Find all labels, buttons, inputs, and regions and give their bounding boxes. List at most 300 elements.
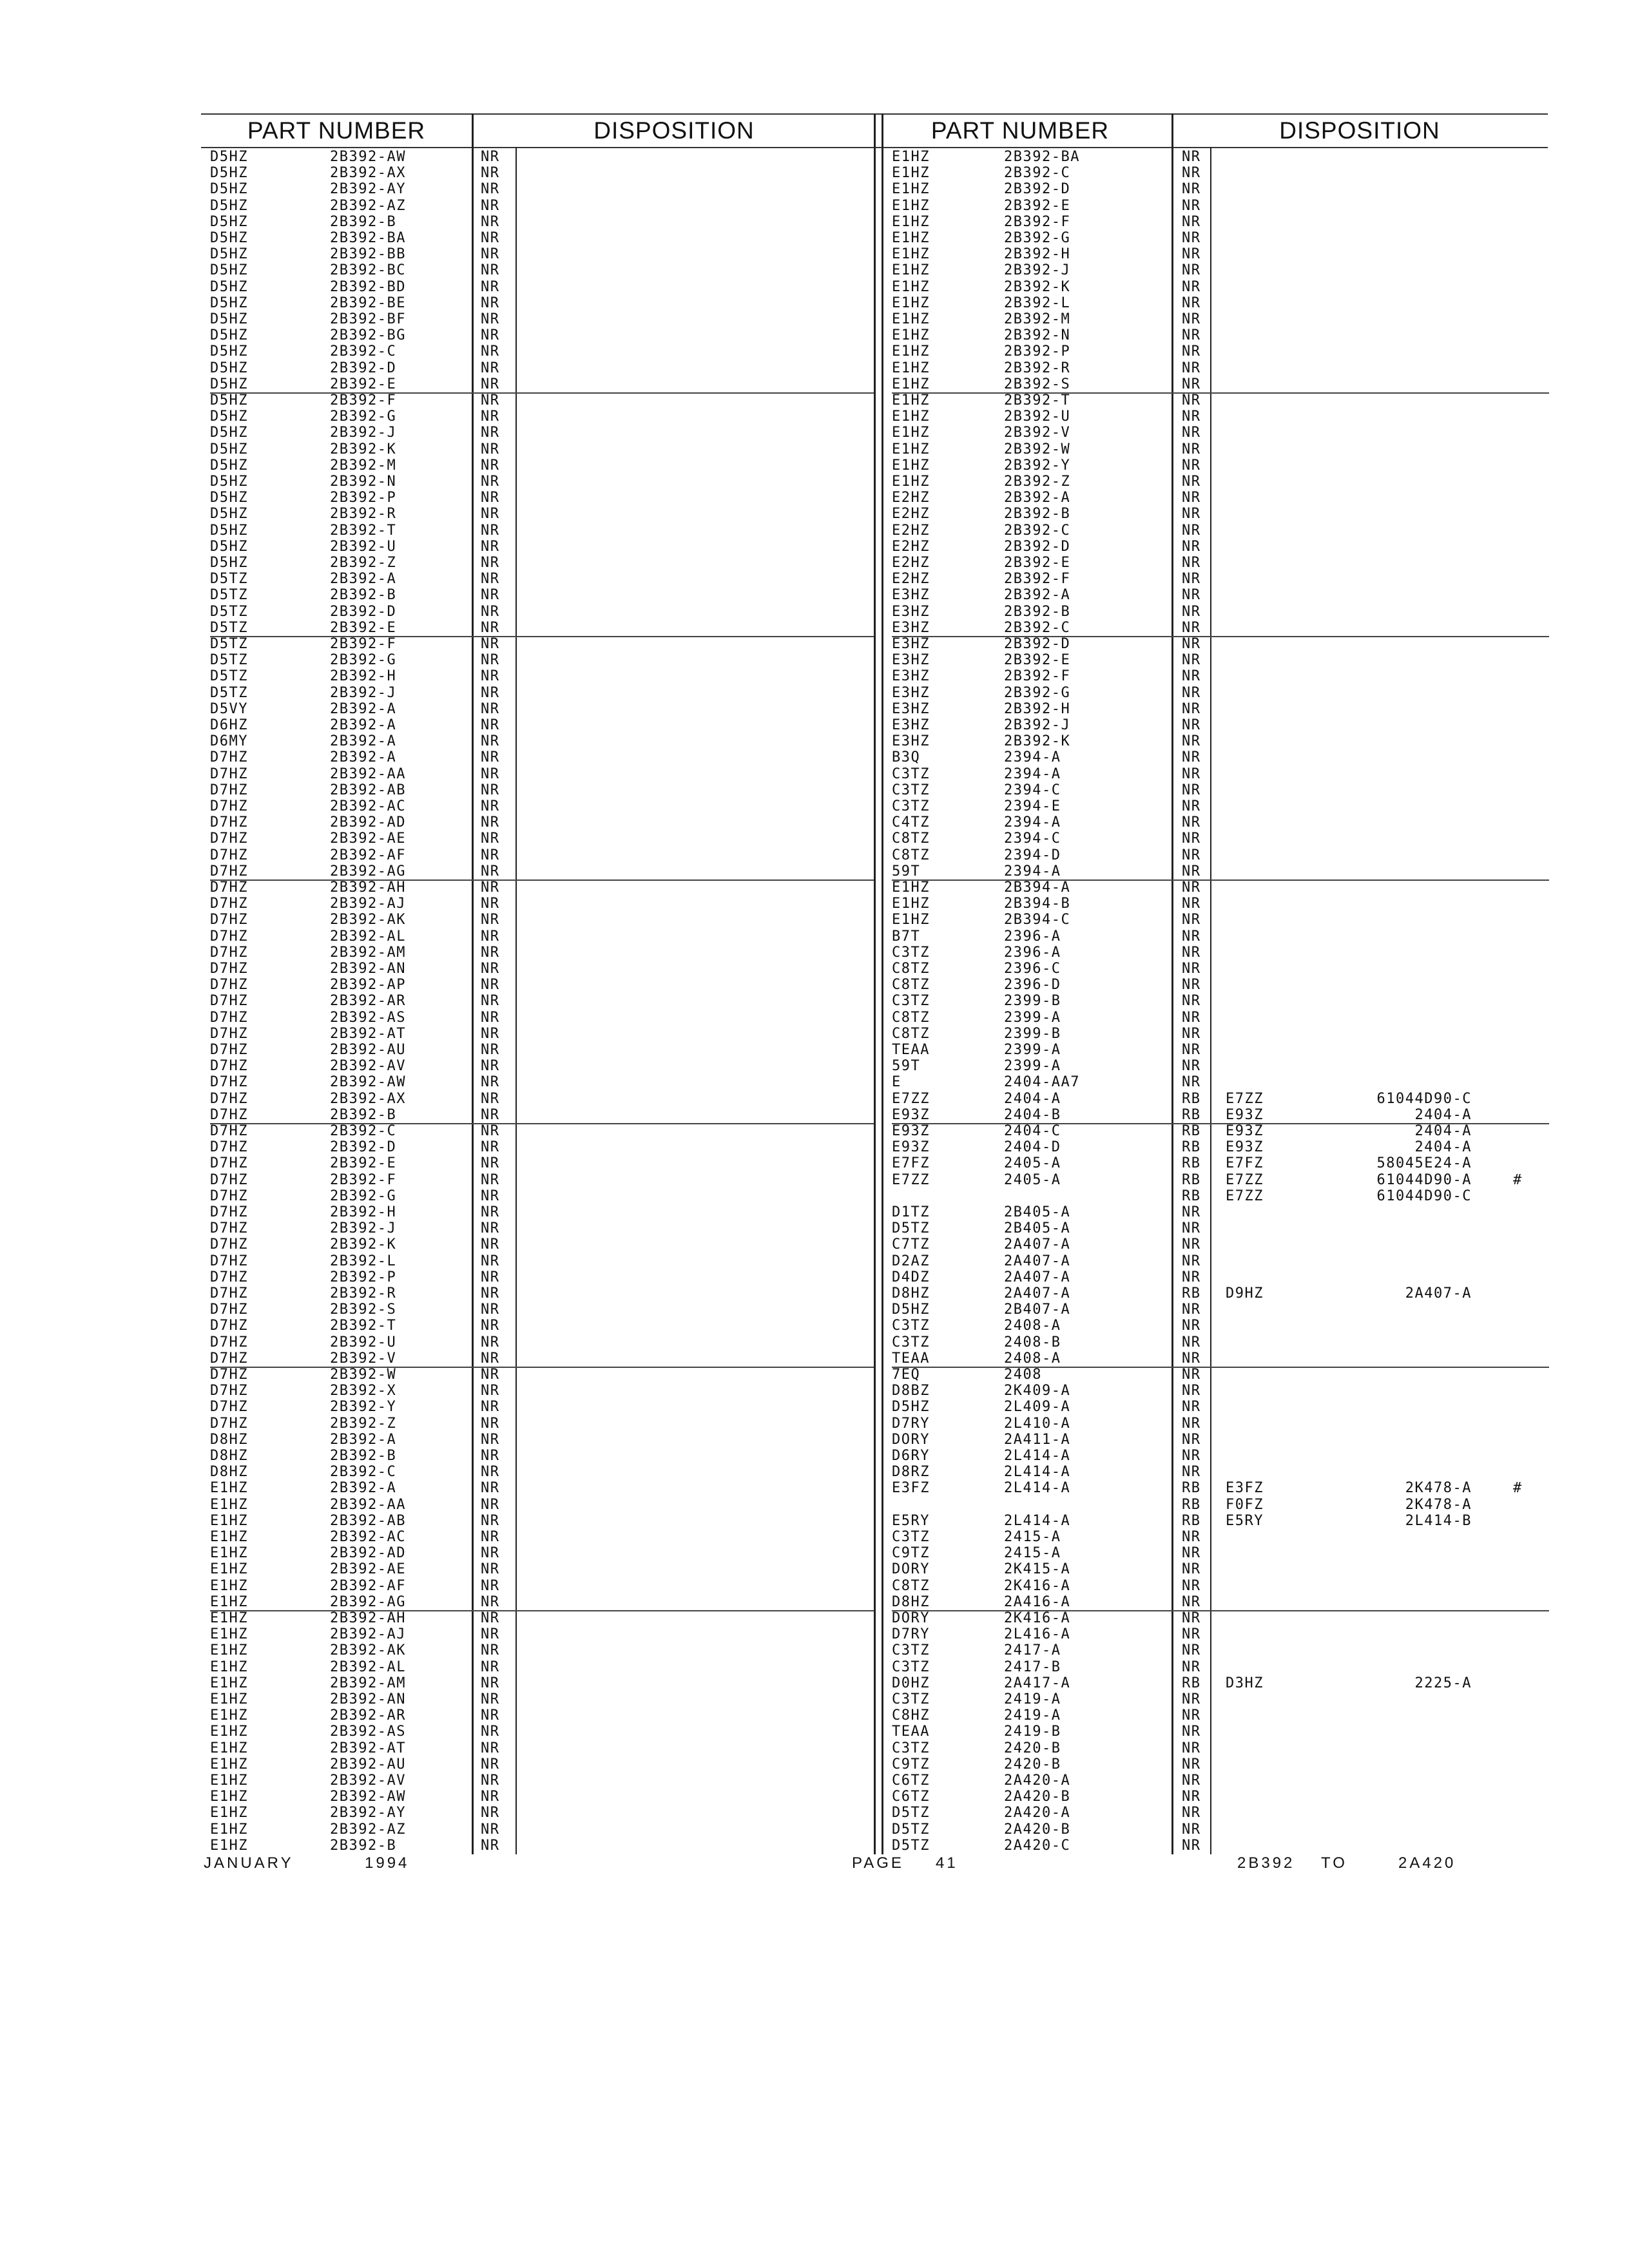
part-number: 2B392-AE [330,1561,406,1578]
disposition-code: NR [481,1496,500,1513]
part-number: 2B392-K [330,441,397,457]
parts-row [892,1350,1549,1367]
disposition-code: NR [481,765,500,782]
part-number: 2B392-L [330,1253,397,1269]
parts-row [892,1740,1549,1756]
disposition-code: NR [1182,262,1201,279]
part-number: 2419-A [1004,1707,1061,1724]
model-code: D7HZ [210,1139,248,1156]
part-number: 2408 [1004,1367,1042,1383]
model-code: E1HZ [892,912,930,928]
part-number: 2K416-A [1004,1577,1071,1594]
part-number: 2B392-E [330,376,397,392]
disposition-code: NR [481,603,500,620]
disposition-code: NR [481,1367,500,1383]
model-code: D7HZ [210,863,248,879]
part-number: 2B392-AC [330,798,406,814]
parts-row [210,668,867,684]
part-number: 2B392-AD [330,814,406,831]
parts-row [892,214,1549,230]
model-code: E93Z [892,1123,930,1139]
model-code: D7HZ [210,831,248,847]
model-code: E7ZZ [892,1090,930,1107]
model-code: D5HZ [210,538,248,555]
model-code: D6MY [210,733,248,750]
part-number: 2399-A [1004,1009,1061,1026]
model-code: E3HZ [892,733,930,750]
part-number: 2B392-K [1004,733,1071,750]
part-number: 2B392-Z [330,1415,397,1432]
disposition-code: NR [1182,798,1201,814]
disposition-code: NR [1182,1415,1201,1432]
part-number: 2415-A [1004,1545,1061,1562]
part-number: 2B392-AF [330,1577,406,1594]
disposition-code: NR [481,327,500,344]
part-number: 2B392-B [330,1106,397,1123]
part-number: 2B392-F [330,1171,397,1188]
part-number: 2B392-AU [330,1042,406,1058]
model-code: D7HZ [210,1025,248,1042]
part-number: 2B392-D [1004,636,1071,652]
parts-row [210,1659,867,1675]
disposition-code: NR [1182,457,1201,474]
part-number: 2B392-J [1004,717,1071,733]
part-number: 2B394-C [1004,912,1071,928]
model-code: E3HZ [892,700,930,717]
model-code: D5HZ [892,1399,930,1416]
model-code: E1HZ [210,1707,248,1724]
model-code: D7HZ [210,1367,248,1383]
parts-row [892,279,1549,295]
part-number: 2B392-C [330,1464,397,1481]
model-code: D7HZ [210,1123,248,1139]
model-code: E3HZ [892,668,930,685]
parts-row [892,620,1549,636]
disposition-code: NR [1182,506,1201,523]
parts-row [892,814,1549,831]
part-number: 2B392-H [1004,700,1071,717]
replacement-model: E93Z [1226,1139,1264,1156]
disposition-code: NR [1182,700,1201,717]
part-number: 2B392-AL [330,928,406,945]
disposition-code: NR [481,181,500,198]
disposition-code: RB [1182,1171,1201,1188]
model-code: E2HZ [892,538,930,555]
model-code: TEAA [892,1042,930,1058]
model-code: D5TZ [210,668,248,685]
model-code: E [892,1074,901,1091]
model-code: D5HZ [210,311,248,327]
disposition-code: NR [481,1789,500,1805]
parts-row [210,1724,867,1740]
disposition-code: RB [1182,1285,1201,1302]
model-code: D5HZ [210,360,248,376]
disposition-code: NR [481,474,500,490]
parts-row [210,733,867,749]
disposition-code: NR [1182,441,1201,457]
parts-row [210,425,867,441]
parts-row [892,246,1549,262]
model-code: D7HZ [210,1236,248,1253]
disposition-code: NR [481,587,500,604]
disposition-code: NR [1182,733,1201,750]
parts-row [210,977,867,993]
part-number: 2B392-AS [330,1724,406,1740]
model-code: D7HZ [210,1155,248,1172]
model-code: D7HZ [210,944,248,961]
parts-row [892,295,1549,311]
disposition-code: NR [481,944,500,961]
part-number: 2B392-AZ [330,197,406,214]
part-number: 2B392-Y [330,1399,397,1416]
disposition-code: NR [481,165,500,182]
parts-row [892,149,1549,165]
parts-row [210,1318,867,1334]
replacement-part: 2404-A [1414,1106,1472,1123]
disposition-code: RB [1182,1155,1201,1172]
disposition-code: NR [1182,408,1201,425]
part-number: 2B392-E [1004,197,1071,214]
disposition-code: NR [1182,928,1201,945]
part-number: 2B392-M [1004,311,1071,327]
parts-row [210,181,867,197]
model-code: E1HZ [892,181,930,198]
disposition-code: NR [1182,765,1201,782]
disposition-code: NR [1182,294,1201,311]
part-number: 2B392-C [1004,619,1071,636]
part-number: 2B392-AX [330,165,406,182]
part-number: 2B392-AN [330,1691,406,1707]
model-code: E1HZ [210,1593,248,1610]
part-number: 2B392-C [1004,522,1071,539]
disposition-code: NR [481,441,500,457]
parts-row [210,1058,867,1074]
parts-row [892,1334,1549,1350]
model-code: D0HZ [892,1675,930,1691]
disposition-code: NR [1182,197,1201,214]
part-number: 2B392-AE [330,831,406,847]
parts-row [210,1236,867,1253]
model-code: E3HZ [892,717,930,733]
model-code: E1HZ [892,197,930,214]
parts-row [892,1107,1549,1123]
disposition-code: NR [1182,863,1201,879]
part-number: 2B392-AK [330,912,406,928]
part-number: 2B392-H [330,668,397,685]
parts-row [210,1773,867,1789]
disposition-code: NR [481,1529,500,1545]
model-code: E1HZ [210,1577,248,1594]
model-code: E1HZ [892,376,930,392]
parts-row [892,1448,1549,1464]
model-code: D5HZ [210,165,248,182]
disposition-code: NR [481,1123,500,1139]
disposition-code: NR [481,1675,500,1691]
part-number: 2B392-L [1004,294,1071,311]
part-number: 2B392-P [330,490,397,506]
disposition-code: NR [481,278,500,295]
part-number: 2B394-A [1004,879,1071,896]
part-number: 2B392-AV [330,1058,406,1075]
model-code: E1HZ [892,879,930,896]
replacement-model: E5RY [1226,1512,1264,1529]
model-code: D8BZ [892,1383,930,1399]
disposition-code: NR [1182,246,1201,263]
disposition-code: NR [1182,1318,1201,1334]
model-code: D5HZ [210,262,248,279]
replacement-part: 61044D90-C [1376,1187,1472,1204]
model-code: D5HZ [210,181,248,198]
part-number: 2405-A [1004,1155,1061,1172]
parts-row [892,1399,1549,1415]
center-divider-b [882,113,883,1854]
disposition-code: NR [1182,944,1201,961]
disposition-code: NR [481,863,500,879]
model-code: D5HZ [210,457,248,474]
model-code: E3HZ [892,652,930,669]
model-code: D5HZ [210,425,248,441]
part-number: 2A407-A [1004,1236,1071,1253]
parts-row [210,961,867,977]
disposition-code: NR [1182,1253,1201,1269]
parts-row [892,1367,1549,1383]
parts-row [892,474,1549,490]
model-code: D7HZ [210,1090,248,1107]
replacement-model: E93Z [1226,1123,1264,1139]
parts-row [892,912,1549,928]
part-number: 2B392-G [1004,230,1071,246]
part-number: 2404-C [1004,1123,1061,1139]
part-number: 2B392-AJ [330,1626,406,1643]
parts-row [210,993,867,1009]
model-code: E1HZ [210,1658,248,1675]
parts-row [892,1724,1549,1740]
model-code: E1HZ [892,441,930,457]
model-code: E1HZ [892,278,930,295]
disposition-code: NR [481,1269,500,1285]
part-number: 2399-B [1004,993,1061,1010]
part-number: 2B392-E [330,1155,397,1172]
model-code: DORY [892,1561,930,1578]
model-code: D5HZ [210,506,248,523]
model-code: D7HZ [210,879,248,896]
part-number: 2B392-R [1004,360,1071,376]
part-number: 2B392-D [330,603,397,620]
disposition-code: NR [1182,1837,1201,1854]
parts-row [210,1545,867,1561]
part-number: 2B392-AW [330,1074,406,1091]
disposition-code: NR [1182,749,1201,766]
parts-row [892,1529,1549,1545]
parts-row [210,717,867,733]
disposition-code: NR [1182,376,1201,392]
part-number: 2B392-AR [330,1707,406,1724]
part-number: 2B392-BB [330,246,406,263]
disposition-code: NR [1182,847,1201,863]
disposition-code: NR [1182,392,1201,408]
disposition-code: NR [481,977,500,994]
parts-row [210,408,867,425]
disposition-code: NR [1182,1789,1201,1805]
disposition-code: NR [1182,1740,1201,1756]
disposition-code: NR [1182,1448,1201,1464]
parts-row [892,863,1549,879]
disposition-code: NR [481,376,500,392]
parts-row [892,392,1549,408]
model-code: C6TZ [892,1789,930,1805]
parts-row [892,1269,1549,1285]
parts-row [210,1675,867,1691]
disposition-code: NR [481,1236,500,1253]
replacement-model: E93Z [1226,1106,1264,1123]
disposition-code: NR [481,360,500,376]
parts-row [210,1091,867,1107]
disposition-code: NR [1182,831,1201,847]
parts-row [892,766,1549,782]
replacement-part: 2404-A [1414,1123,1472,1139]
part-number: 2L414-A [1004,1480,1071,1497]
parts-row [210,1789,867,1805]
disposition-code: NR [1182,1773,1201,1789]
part-number: 2B392-U [330,538,397,555]
parts-row [892,343,1549,360]
parts-row [892,1578,1549,1594]
part-number: 2A416-A [1004,1593,1071,1610]
parts-row [210,782,867,798]
parts-row [210,1513,867,1529]
parts-row [210,1172,867,1188]
model-code: D5HZ [892,1302,930,1318]
part-number: 2B392-D [330,360,397,376]
disposition-code: RB [1182,1512,1201,1529]
model-code: D5TZ [210,684,248,701]
part-number: 2B392-B [330,1837,397,1854]
parts-row [210,441,867,457]
parts-row [210,1367,867,1383]
model-code: D5HZ [210,278,248,295]
parts-row [210,295,867,311]
parts-row [892,1691,1549,1707]
parts-row [892,668,1549,684]
disposition-code: NR [1182,213,1201,230]
disposition-code: NR [1182,278,1201,295]
model-code: E1HZ [892,408,930,425]
part-number: 2B392-AG [330,863,406,879]
parts-row [892,490,1549,506]
part-number: 2B392-W [330,1367,397,1383]
model-code: C3TZ [892,1691,930,1707]
parts-row [892,636,1549,652]
parts-row [892,327,1549,343]
model-code: D7HZ [210,1350,248,1367]
model-code: D5HZ [210,376,248,392]
disposition-code: NR [481,538,500,555]
disposition-code: NR [481,1106,500,1123]
part-number: 2B392-F [1004,668,1071,685]
model-code: C3TZ [892,944,930,961]
part-number: 2B392-BD [330,278,406,295]
parts-row [210,311,867,327]
part-number: 2B392-K [1004,278,1071,295]
part-number: 2B392-AN [330,961,406,977]
model-code: 7EQ [892,1367,921,1383]
disposition-code: RB [1182,1187,1201,1204]
part-number: 2B392-S [1004,376,1071,392]
disposition-code: NR [481,1090,500,1107]
model-code: 59T [892,863,921,879]
part-number: 2B392-AM [330,1675,406,1691]
disposition-code: NR [1182,1464,1201,1481]
part-number: 2B392-B [330,213,397,230]
parts-row [210,912,867,928]
parts-row [210,1642,867,1658]
model-code: TEAA [892,1350,930,1367]
disposition-code: NR [1182,879,1201,896]
model-code: D5TZ [892,1220,930,1237]
model-code: D7HZ [210,1383,248,1399]
part-number: 2B392-A [1004,490,1071,506]
part-number: 2B392-G [1004,684,1071,701]
parts-row [210,1285,867,1302]
disposition-code: NR [481,1139,500,1156]
disposition-code: NR [481,425,500,441]
replacement-model: D3HZ [1226,1675,1264,1691]
parts-row [210,1578,867,1594]
model-code: E1HZ [210,1756,248,1773]
model-code: D5HZ [210,474,248,490]
part-number: 2B392-AH [330,1610,406,1626]
parts-row [210,1399,867,1415]
model-code: E1HZ [210,1545,248,1562]
model-code: D7HZ [210,798,248,814]
model-code: E1HZ [210,1805,248,1821]
disposition-code: NR [1182,1610,1201,1626]
parts-row [210,1139,867,1155]
replacement-part: 58045E24-A [1376,1155,1472,1172]
part-number: 2B392-BE [330,294,406,311]
disposition-code: NR [481,733,500,750]
model-code: E3FZ [892,1480,930,1497]
parts-row [210,749,867,765]
parts-row [210,246,867,262]
part-number: 2420-B [1004,1756,1061,1773]
model-code: E1HZ [892,165,930,182]
model-code: D8HZ [210,1464,248,1481]
disposition-code: NR [1182,1204,1201,1220]
model-code: D5HZ [210,246,248,263]
replacement-part: 2A407-A [1405,1285,1472,1302]
disposition-code: NR [481,1610,500,1626]
parts-row [210,1610,867,1626]
part-number: 2B392-B [1004,506,1071,523]
disposition-code: NR [481,1512,500,1529]
parts-row [892,198,1549,214]
disposition-code: NR [1182,1561,1201,1578]
disposition-code: NR [481,1334,500,1350]
model-code: E3HZ [892,603,930,620]
parts-row [892,555,1549,571]
parts-row [892,1318,1549,1334]
model-code: E1HZ [892,230,930,246]
part-number: 2B392-AW [330,149,406,165]
part-number: 2B392-R [330,506,397,523]
part-number: 2394-A [1004,765,1061,782]
disposition-code: NR [1182,1545,1201,1562]
disposition-code: RB [1182,1496,1201,1513]
model-code: D7HZ [210,1334,248,1350]
part-number: 2399-A [1004,1042,1061,1058]
model-code: C9TZ [892,1756,930,1773]
